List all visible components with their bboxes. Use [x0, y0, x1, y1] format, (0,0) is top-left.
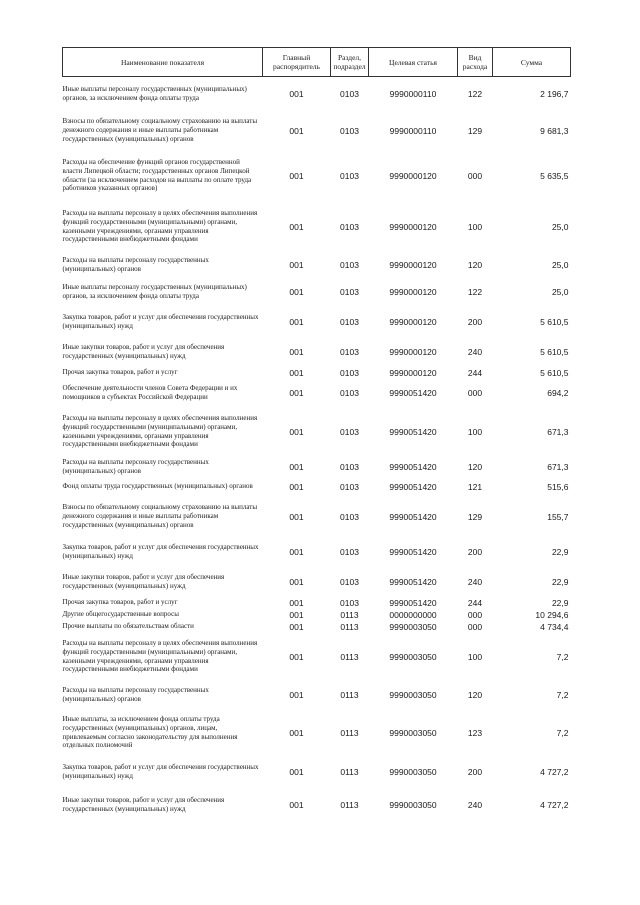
row-name: Закупка товаров, работ и услуг для обеспечения государственных (муниципальных) нужд — [62, 312, 259, 330]
row-chief: 001 — [289, 221, 304, 232]
row-type: 121 — [467, 481, 483, 492]
table-row — [63, 277, 571, 307]
row-chief: 001 — [289, 651, 304, 662]
row-name: Закупка товаров, работ и услуг для обеспечения государственных (муниципальных) нужд — [62, 542, 259, 560]
table-row — [63, 367, 571, 379]
row-sum: 25,0 — [551, 286, 569, 297]
row-article: 9990051420 — [389, 511, 437, 522]
row-section: 0103 — [340, 597, 359, 608]
table-row — [63, 111, 571, 151]
row-type: 240 — [467, 799, 483, 810]
row-section: 0113 — [340, 799, 359, 810]
row-name: Иные закупки товаров, работ и услуг для обеспечения государственных (муниципальных) нужд — [62, 795, 225, 813]
row-section: 0113 — [340, 689, 359, 700]
row-section: 0103 — [340, 221, 359, 232]
row-article: 9990000120 — [389, 286, 437, 297]
header-section: Раздел, подраздел — [331, 48, 369, 77]
table-row — [63, 681, 571, 709]
row-name: Обеспечение деятельности членов Совета Федерации и их помощников в субъектах Российской Федерации — [62, 383, 238, 401]
row-name: Расходы на выплаты персоналу в целях обеспечения выполнения функций государственными (муниципальными) органами, казенными учреждениями, органами управления государственными внебюджетными фондами — [62, 414, 258, 449]
row-type: 000 — [467, 170, 483, 181]
row-name: Расходы на выплаты персоналу в целях обеспечения выполнения функций государственными (муниципальными) органами, казенными учреждениями, органами управления государственными внебюджетными фондами — [62, 639, 258, 674]
table-row — [63, 787, 571, 823]
table-row — [63, 621, 571, 633]
row-name: Прочая закупка товаров, работ и услуг — [62, 368, 178, 377]
row-article: 9990000120 — [389, 346, 437, 357]
row-type: 123 — [467, 727, 483, 738]
row-chief: 001 — [289, 727, 304, 738]
row-type: 200 — [467, 766, 483, 777]
table-row — [63, 407, 571, 457]
table-row — [63, 337, 571, 367]
row-article: 9990051420 — [389, 387, 437, 398]
row-chief: 001 — [289, 367, 304, 378]
row-sum: 10 294,6 — [535, 609, 569, 620]
row-name: Расходы на выплаты персоналу государственных (муниципальных) органов — [62, 685, 209, 703]
row-article: 9990003050 — [389, 651, 437, 662]
row-section: 0103 — [340, 387, 359, 398]
row-chief: 001 — [289, 125, 304, 136]
table-row — [63, 709, 571, 757]
row-article: 9990051420 — [389, 481, 437, 492]
row-section: 0103 — [340, 286, 359, 297]
row-type: 000 — [467, 609, 483, 620]
row-sum: 25,0 — [551, 259, 569, 270]
row-chief: 001 — [289, 621, 304, 632]
row-article: 9990051420 — [389, 426, 437, 437]
row-type: 200 — [467, 546, 483, 557]
row-section: 0103 — [340, 316, 359, 327]
row-sum: 5 610,5 — [540, 367, 569, 378]
row-type: 120 — [467, 689, 483, 700]
table-body — [63, 77, 571, 823]
row-type: 100 — [467, 221, 483, 232]
row-type: 120 — [467, 259, 483, 270]
row-type: 000 — [467, 387, 483, 398]
row-article: 9990000110 — [389, 125, 437, 136]
row-article: 9990051420 — [389, 576, 437, 587]
header-type: Вид расхода — [458, 48, 493, 77]
table-row — [63, 609, 571, 621]
row-name: Прочая закупка товаров, работ и услуг — [62, 598, 178, 607]
row-chief: 001 — [289, 576, 304, 587]
table-row — [63, 537, 571, 567]
row-chief: 001 — [289, 346, 304, 357]
row-chief: 001 — [289, 597, 304, 608]
row-type: 240 — [467, 576, 483, 587]
row-chief: 001 — [289, 259, 304, 270]
row-name: Закупка товаров, работ и услуг для обеспечения государственных (муниципальных) нужд — [62, 762, 259, 780]
row-section: 0103 — [340, 546, 359, 557]
row-chief: 001 — [289, 799, 304, 810]
row-name: Взносы по обязательному социальному страхованию на выплаты денежного содержания и иные выплаты работникам государственных (муниципальных) органов — [62, 117, 258, 143]
row-sum: 7,2 — [556, 727, 569, 738]
row-chief: 001 — [289, 387, 304, 398]
header-name: Наименование показателя — [63, 48, 263, 77]
row-article: 9990000120 — [389, 170, 437, 181]
row-sum: 155,7 — [547, 511, 569, 522]
row-section: 0103 — [340, 576, 359, 587]
row-type: 000 — [467, 621, 483, 632]
row-sum: 2 196,7 — [540, 88, 569, 99]
table-row — [63, 379, 571, 407]
row-section: 0103 — [340, 481, 359, 492]
row-section: 0113 — [340, 727, 359, 738]
row-section: 0103 — [340, 461, 359, 472]
row-type: 244 — [467, 367, 483, 378]
row-article: 9990003050 — [389, 766, 437, 777]
budget-table — [62, 47, 571, 823]
row-section: 0103 — [340, 88, 359, 99]
row-chief: 001 — [289, 546, 304, 557]
row-type: 240 — [467, 346, 483, 357]
row-section: 0113 — [340, 651, 359, 662]
row-name: Расходы на выплаты персоналу государственных (муниципальных) органов — [62, 457, 209, 475]
row-section: 0103 — [340, 346, 359, 357]
row-chief: 001 — [289, 88, 304, 99]
row-name: Фонд оплаты труда государственных (муниципальных) органов — [62, 482, 253, 491]
row-type: 200 — [467, 316, 483, 327]
row-sum: 5 635,5 — [540, 170, 569, 181]
row-sum: 515,6 — [547, 481, 569, 492]
row-article: 9990003050 — [389, 621, 437, 632]
table-row — [63, 477, 571, 497]
row-name: Иные выплаты, за исключением фонда оплаты труда государственных (муниципальных) органов, лицам, привлекаемым согласно законодательству для выполнения отдельных полномочий — [62, 715, 238, 750]
table-row — [63, 201, 571, 253]
row-name: Расходы на выплаты персоналу государственных (муниципальных) органов — [62, 255, 209, 273]
table-row — [63, 253, 571, 277]
row-article: 9990051420 — [389, 461, 437, 472]
row-type: 122 — [467, 286, 483, 297]
row-article: 9990003050 — [389, 799, 437, 810]
row-section: 0113 — [340, 621, 359, 632]
row-article: 9990003050 — [389, 727, 437, 738]
row-name: Расходы на обеспечение функций органов государственной власти Липецкой области; государственных органов Липецкой области (за исключением расходов на выплаты по оплате труда работников указанных органов) — [62, 158, 252, 193]
row-chief: 001 — [289, 609, 304, 620]
row-article: 9990000120 — [389, 316, 437, 327]
table-row — [63, 151, 571, 201]
row-type: 100 — [467, 426, 483, 437]
row-section: 0103 — [340, 426, 359, 437]
row-section: 0103 — [340, 259, 359, 270]
row-type: 122 — [467, 88, 483, 99]
row-section: 0103 — [340, 367, 359, 378]
row-article: 9990000110 — [389, 88, 437, 99]
row-chief: 001 — [289, 689, 304, 700]
row-section: 0103 — [340, 511, 359, 522]
row-sum: 22,9 — [551, 597, 569, 608]
row-sum: 5 610,5 — [540, 316, 569, 327]
row-article: 9990000120 — [389, 221, 437, 232]
row-name: Расходы на выплаты персоналу в целях обеспечения выполнения функций государственными (муниципальными) органами, казенными учреждениями, органами управления государственными внебюджетными фондами — [62, 209, 258, 244]
row-sum: 4 734,4 — [540, 621, 569, 632]
row-sum: 9 681,3 — [540, 125, 569, 136]
row-sum: 22,9 — [551, 576, 569, 587]
table-row — [63, 497, 571, 537]
row-chief: 001 — [289, 481, 304, 492]
row-article: 9990000120 — [389, 259, 437, 270]
row-sum: 671,3 — [547, 426, 569, 437]
row-chief: 001 — [289, 461, 304, 472]
row-sum: 22,9 — [551, 546, 569, 557]
header-sum: Сумма — [493, 48, 571, 77]
row-sum: 25,0 — [551, 221, 569, 232]
row-name: Иные выплаты персоналу государственных (муниципальных) органов, за исключением фонда оплаты труда — [62, 85, 247, 102]
header-article: Целевая статья — [369, 48, 458, 77]
table-row — [63, 307, 571, 337]
row-type: 120 — [467, 461, 483, 472]
row-section: 0103 — [340, 125, 359, 136]
table-row — [63, 633, 571, 681]
row-chief: 001 — [289, 511, 304, 522]
row-sum: 4 727,2 — [540, 766, 569, 777]
table-row — [63, 77, 571, 111]
row-sum: 4 727,2 — [540, 799, 569, 810]
row-sum: 671,3 — [547, 461, 569, 472]
row-name: Взносы по обязательному социальному страхованию на выплаты денежного содержания и иные выплаты работникам государственных (муниципальных) органов — [62, 503, 258, 529]
row-section: 0103 — [340, 170, 359, 181]
row-sum: 5 610,5 — [540, 346, 569, 357]
header-chief: Главный распорядитель — [263, 48, 331, 77]
row-sum: 694,2 — [547, 387, 569, 398]
row-name: Иные выплаты персоналу государственных (муниципальных) органов, за исключением фонда оплаты труда — [62, 282, 247, 300]
row-article: 9990051420 — [389, 597, 437, 608]
row-article: 9990003050 — [389, 689, 437, 700]
row-section: 0113 — [340, 766, 359, 777]
row-chief: 001 — [289, 170, 304, 181]
row-chief: 001 — [289, 426, 304, 437]
row-type: 129 — [467, 511, 483, 522]
row-name: Иные закупки товаров, работ и услуг для обеспечения государственных (муниципальных) нужд — [62, 342, 225, 360]
table-row — [63, 457, 571, 477]
row-name: Прочие выплаты по обязательствам области — [62, 622, 194, 631]
table-row — [63, 597, 571, 609]
row-name: Иные закупки товаров, работ и услуг для обеспечения государственных (муниципальных) нужд — [62, 572, 225, 590]
row-chief: 001 — [289, 316, 304, 327]
table-row — [63, 567, 571, 597]
table-header-row — [63, 48, 571, 77]
table-row — [63, 757, 571, 787]
row-section: 0113 — [340, 609, 359, 620]
row-article: 9990000120 — [389, 367, 437, 378]
row-article: 0000000000 — [389, 609, 437, 620]
row-type: 244 — [467, 597, 483, 608]
row-article: 9990051420 — [389, 546, 437, 557]
row-chief: 001 — [289, 766, 304, 777]
budget-table-page — [62, 47, 570, 823]
row-chief: 001 — [289, 286, 304, 297]
row-sum: 7,2 — [556, 651, 569, 662]
row-type: 100 — [467, 651, 483, 662]
row-name: Другие общегосударственные вопросы — [62, 610, 179, 619]
row-sum: 7,2 — [556, 689, 569, 700]
row-type: 129 — [467, 125, 483, 136]
